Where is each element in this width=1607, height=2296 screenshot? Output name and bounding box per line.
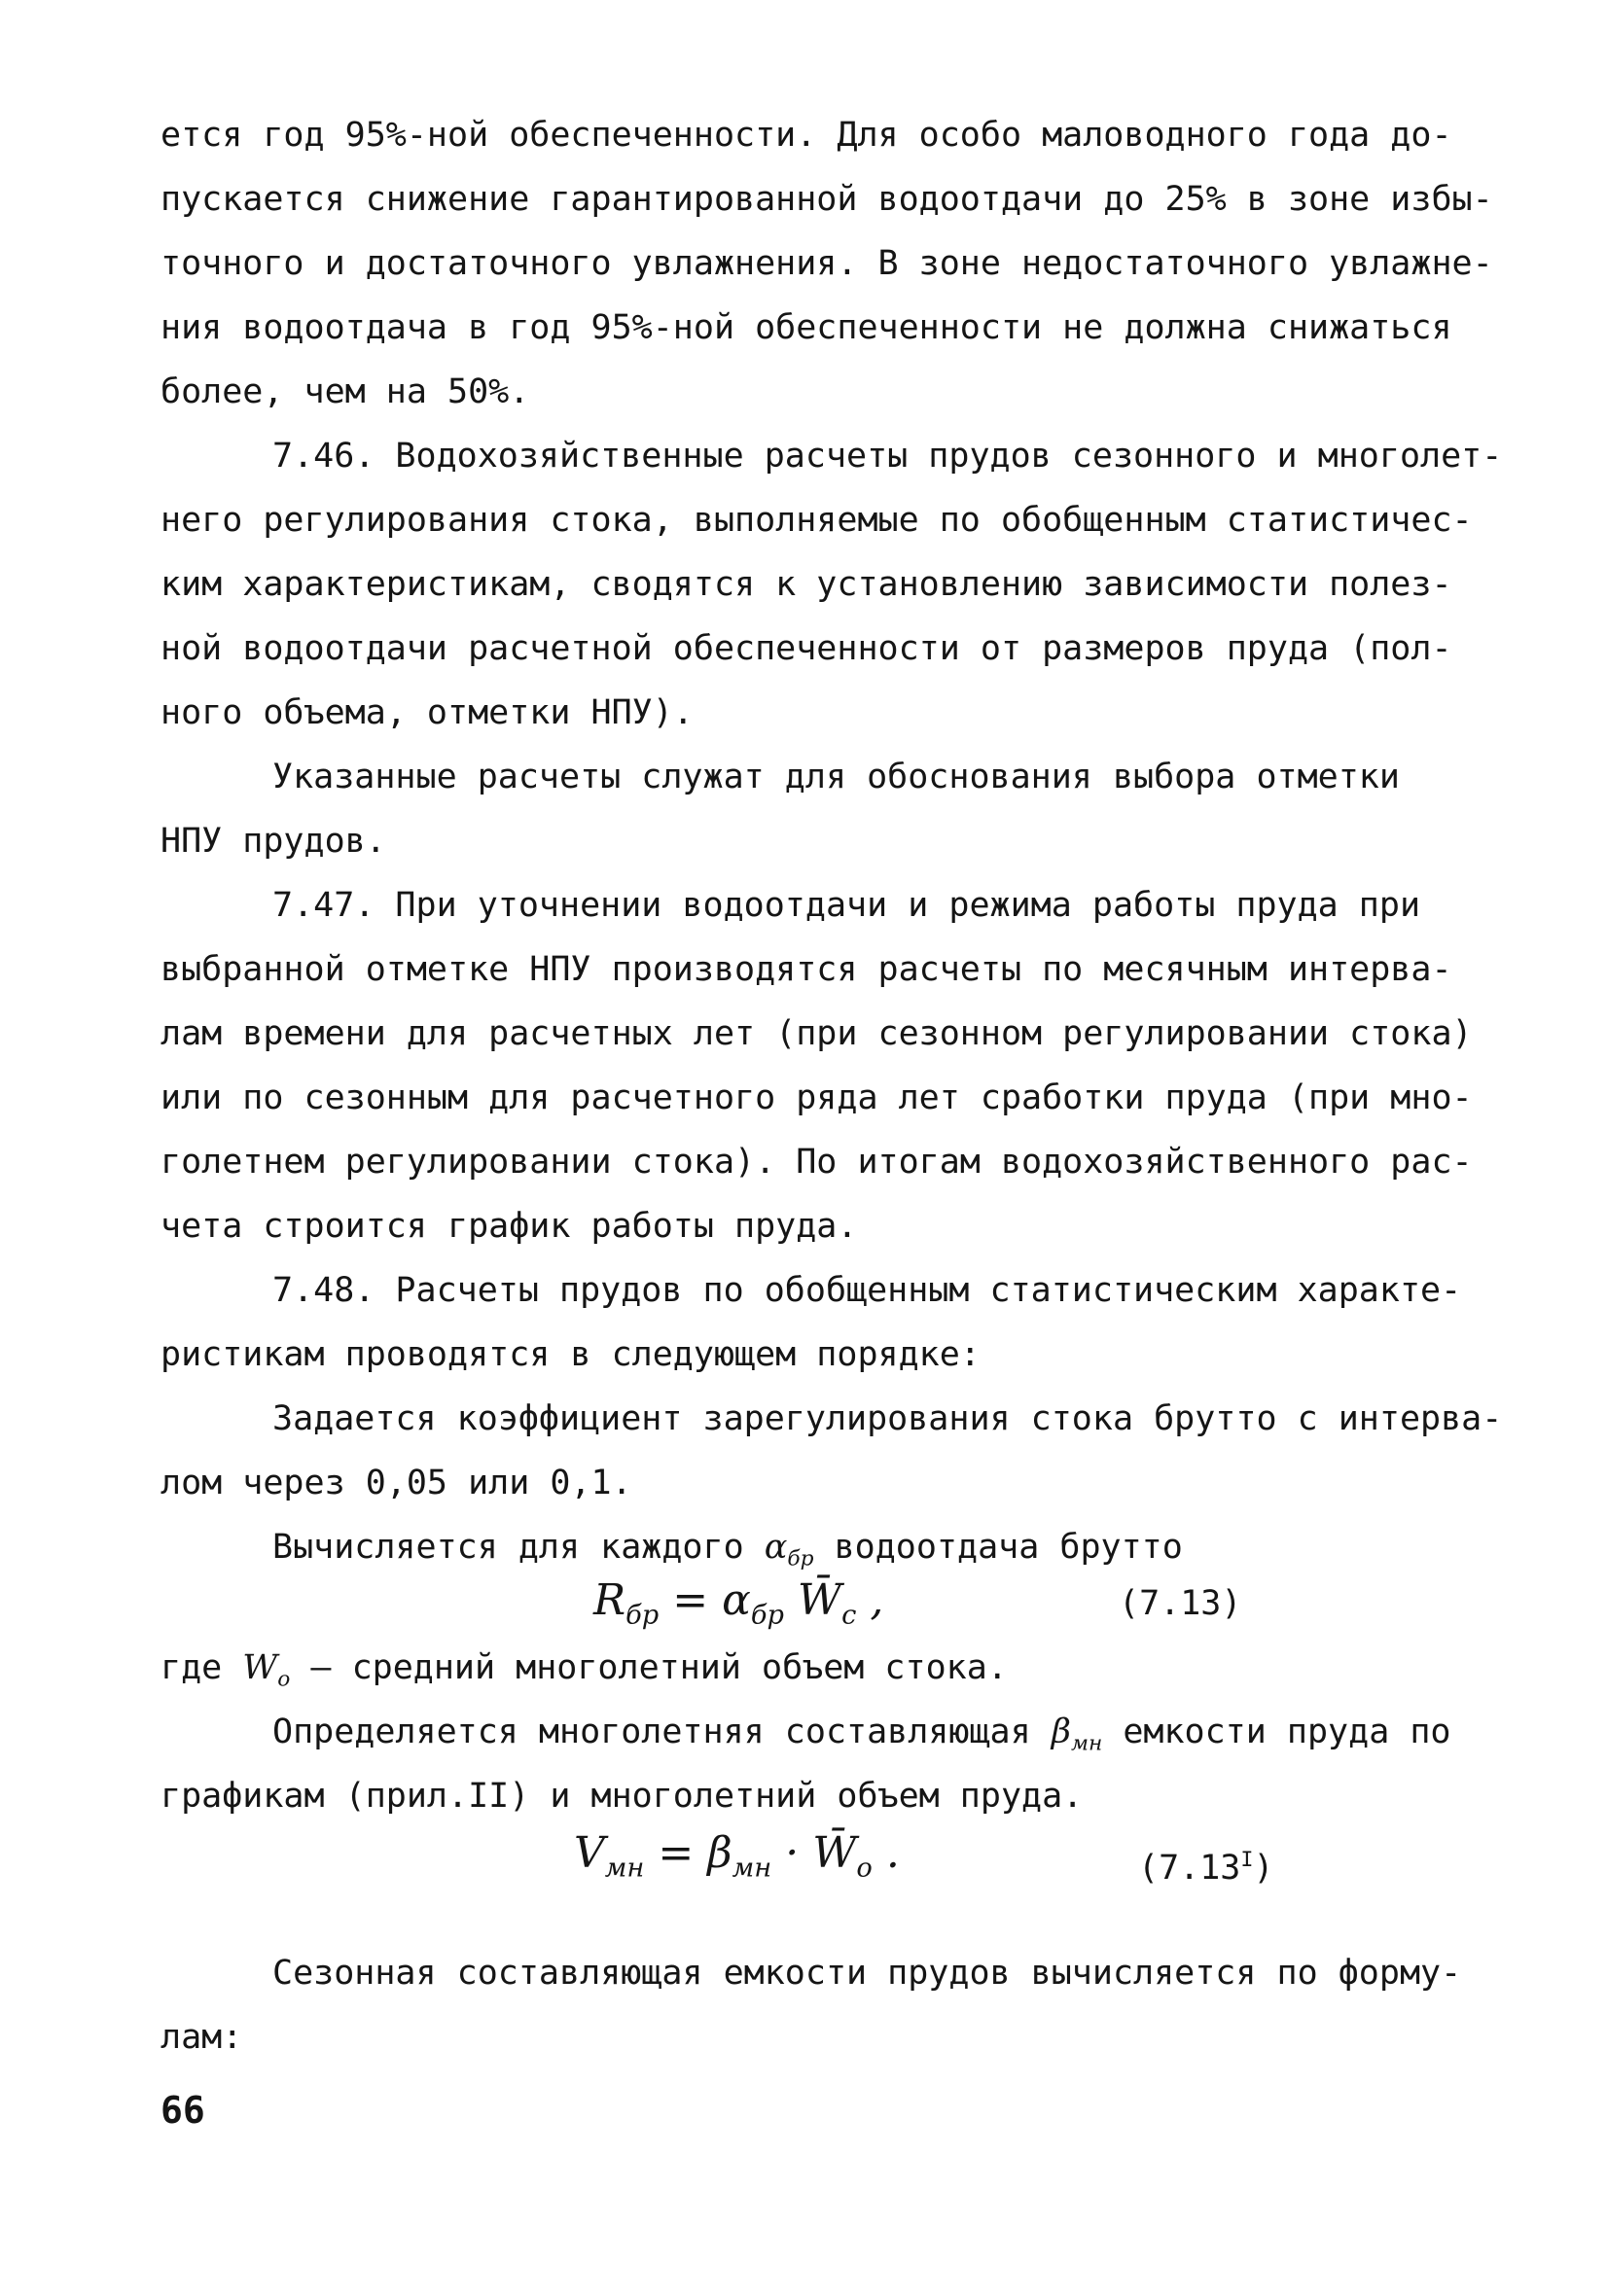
text-line: Задается коэффициент зарегулирования стока брутто с интерва- (272, 1399, 1503, 1438)
text-line: выбранной отметке НПУ производятся расчеты по месячным интерва- (161, 950, 1452, 989)
text-line: ристикам проводятся в следующем порядке: (161, 1335, 981, 1374)
alpha-symbol: $\alpha_{бр}$ (764, 1528, 814, 1572)
section-7-47-line: 7.47. При уточнении водоотдачи и режима работы пруда при (272, 886, 1421, 925)
calc-line (272, 1526, 1183, 1581)
capacity-line (272, 1711, 1450, 1766)
calc-line-after: водоотдача брутто (834, 1528, 1183, 1567)
section-7-46-line: 7.46. Водохозяйственные расчеты прудов сезонного и многолет- (272, 437, 1503, 476)
text-line: чета строится график работы пруда. (161, 1207, 858, 1246)
text-line: голетнем регулировании стока). По итогам водохозяйственного рас- (161, 1143, 1473, 1182)
where-line (161, 1646, 1008, 1702)
formula-7-13-I: $V_{мн} = \beta_{мн}$ · $W̄_o$ . (574, 1828, 900, 1884)
beta-symbol: $\beta_{мн}$ (1051, 1713, 1103, 1756)
text-line: лам: (161, 2018, 243, 2057)
text-line: ется год 95%-ной обеспеченности. Для особо маловодного года до- (161, 116, 1452, 155)
text-line: или по сезонным для расчетного ряда лет сработки пруда (при мно- (161, 1078, 1473, 1117)
where-line-after: – средний многолетний объем стока. (310, 1648, 1008, 1687)
text-line: него регулирования стока, выполняемые по обобщенным статистичес- (161, 501, 1473, 540)
page-number: 66 (161, 2089, 205, 2132)
text-line: ния водоотдача в год 95%-ной обеспеченности не должна снижаться (161, 308, 1452, 347)
formula-7-13: $R_{бр} = \alpha_{бр}$ $W̄_c$ , (593, 1575, 884, 1631)
text-line: ного объема, отметки НПУ). (161, 693, 694, 732)
text-line: ким характеристикам, сводятся к установлению зависимости полез- (161, 565, 1452, 604)
w-symbol: $W_o$ (242, 1648, 291, 1692)
calc-line-before: Вычисляется для каждого (272, 1528, 744, 1567)
text-line: НПУ прудов. (161, 822, 386, 861)
text-line: точного и достаточного увлажнения. В зоне недостаточного увлажне- (161, 244, 1493, 283)
equation-number-7-13: (7.13) (1119, 1584, 1242, 1623)
text-line: пускается снижение гарантированной водоотдачи до 25% в зоне избы- (161, 180, 1493, 219)
text-line: ной водоотдачи расчетной обеспеченности от размеров пруда (пол- (161, 629, 1452, 668)
section-7-48-line: 7.48. Расчеты прудов по обобщенным статистическим характе- (272, 1271, 1462, 1310)
text-line: графикам (прил.II) и многолетний объем пруда. (161, 1777, 1084, 1816)
text-line: лом через 0,05 или 0,1. (161, 1464, 632, 1502)
text-line: Сезонная составляющая емкости прудов вычисляется по форму- (272, 1954, 1462, 1993)
text-line: Указанные расчеты служат для обоснования выбора отметки (272, 758, 1400, 796)
capacity-line-after: емкости пруда по (1123, 1713, 1451, 1751)
text-line: лам времени для расчетных лет (при сезонном регулировании стока) (161, 1014, 1473, 1053)
capacity-line-before: Определяется многолетняя составляющая (272, 1713, 1031, 1751)
where-line-before: где (161, 1648, 223, 1687)
text-line: более, чем на 50%. (161, 372, 530, 411)
equation-number-7-13-I: $(7.13^I)$ (1138, 1848, 1274, 1889)
